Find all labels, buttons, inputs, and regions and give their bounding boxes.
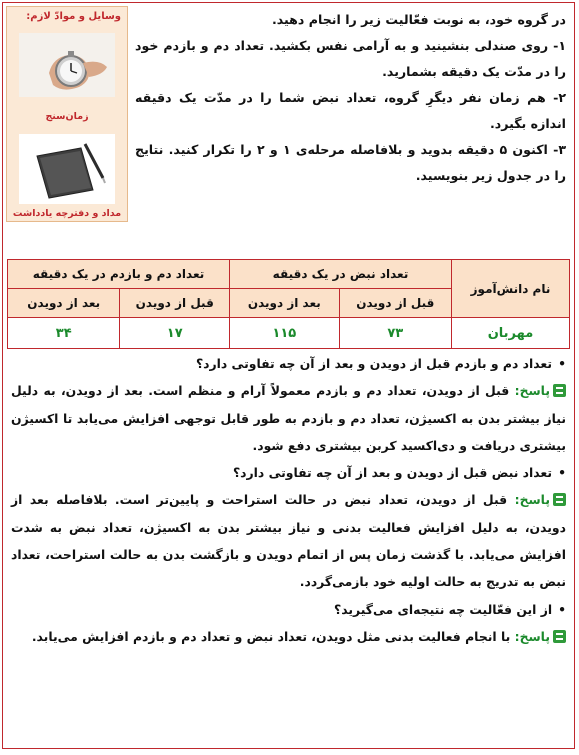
pulse-before-header: قبل از دویدن [339,289,451,318]
answer-pen-icon [553,384,566,397]
breath-after-header: بعد از دویدن [8,289,120,318]
pulse-before-cell: ۷۳ [339,318,451,349]
question-2: • تعداد نبض قبل از دویدن و بعد از آن چه تفاوتی دارد؟ [11,459,566,486]
answer-text: با انجام فعالیت بدنی مثل دویدن، تعداد نبض و تعداد دم و بازدم افزایش می‌یابد. [31,628,511,644]
stopwatch-image [19,33,115,97]
breath-before-header: قبل از دویدن [120,289,230,318]
answer-pen-icon [553,630,566,643]
answer-1 [11,377,566,459]
answer-label: پاسخ: [514,492,550,508]
step-3: ۳- اکنون ۵ دقیقه بدوید و بلافاصله مرحله‌ی ۱ و ۲ را تکرار کنید. نتایج را در جدول زیر بنویسید. [135,142,566,183]
pulse-header: تعداد نبض در یک دقیقه [230,260,452,289]
materials-box [6,6,128,222]
worksheet-page [2,2,575,749]
activity-instructions [135,7,566,189]
answer-label: پاسخ: [514,383,550,399]
answer-2 [11,486,566,595]
answer-3 [11,623,566,650]
activity-section [3,3,574,257]
student-name-header: نام دانش‌آموز [451,260,569,318]
breath-before-cell: ۱۷ [120,318,230,349]
answer-label: پاسخ: [514,628,550,644]
notebook-image [19,134,115,204]
answer-text: قبل از دویدن، تعداد دم و بازدم معمولاً آرام و منظم است. بعد از دویدن، به دلیل نیاز بیشتر بدن به اکسیژن، تعداد دم و بازدم به طور قابل توجهی افزایش می‌یابد تا اکسیژن بیشتری دریافت و دی‌اکسید کربن بیشتری دفع شود. [11,383,566,453]
notebook-pencil-icon [19,134,115,204]
answer-text: قبل از دویدن، تعداد نبض در حالت استراحت و پایین‌تر است. بلافاصله بعد از دویدن، به دلیل افزایش فعالیت بدنی و نیاز بیشتر بدن به اکسیژن، تعداد نبض به شدت افزایش می‌یابد. با گذشت زمان پس از اتمام دویدن و بازگشت بدن به حالت استراحت، تعداد نبض به تدریج به حالت اولیه خود بازمی‌گردد. [11,492,566,590]
pulse-after-cell: ۱۱۵ [230,318,340,349]
step-1: ۱- روی صندلی بنشینید و به آرامی نفس بکشید. تعداد دم و بازدم خود را در مدّت یک دقیقه بشمارید. [135,38,566,79]
question-3: • از این فعّالیت چه نتیجه‌ای می‌گیرید؟ [11,596,566,623]
notebook-caption: مداد و دفترچه یادداشت [12,208,122,219]
questions-answers [11,350,566,650]
table-row [8,318,570,349]
stopwatch-caption: زمان‌سنج [45,111,89,122]
results-table-wrap [7,259,570,349]
breath-after-cell: ۳۴ [8,318,120,349]
student-name-cell: مهربان [451,318,569,349]
results-table [7,259,570,349]
answer-pen-icon [553,493,566,506]
stopwatch-icon [19,33,115,97]
materials-title: وسایل و موادّ لازم: [26,11,121,22]
pulse-after-header: بعد از دویدن [230,289,340,318]
question-1: • تعداد دم و بازدم قبل از دویدن و بعد از آن چه تفاوتی دارد؟ [11,350,566,377]
step-2: ۲- هم زمان نفر دیگرِ گروه، تعداد نبض شما را در مدّت یک دقیقه اندازه بگیرد. [135,90,566,131]
intro-line: در گروه خود، به نوبت فعّالیت زیر را انجام دهید. [271,12,566,27]
breath-header: تعداد دم و بازدم در یک دقیقه [8,260,230,289]
